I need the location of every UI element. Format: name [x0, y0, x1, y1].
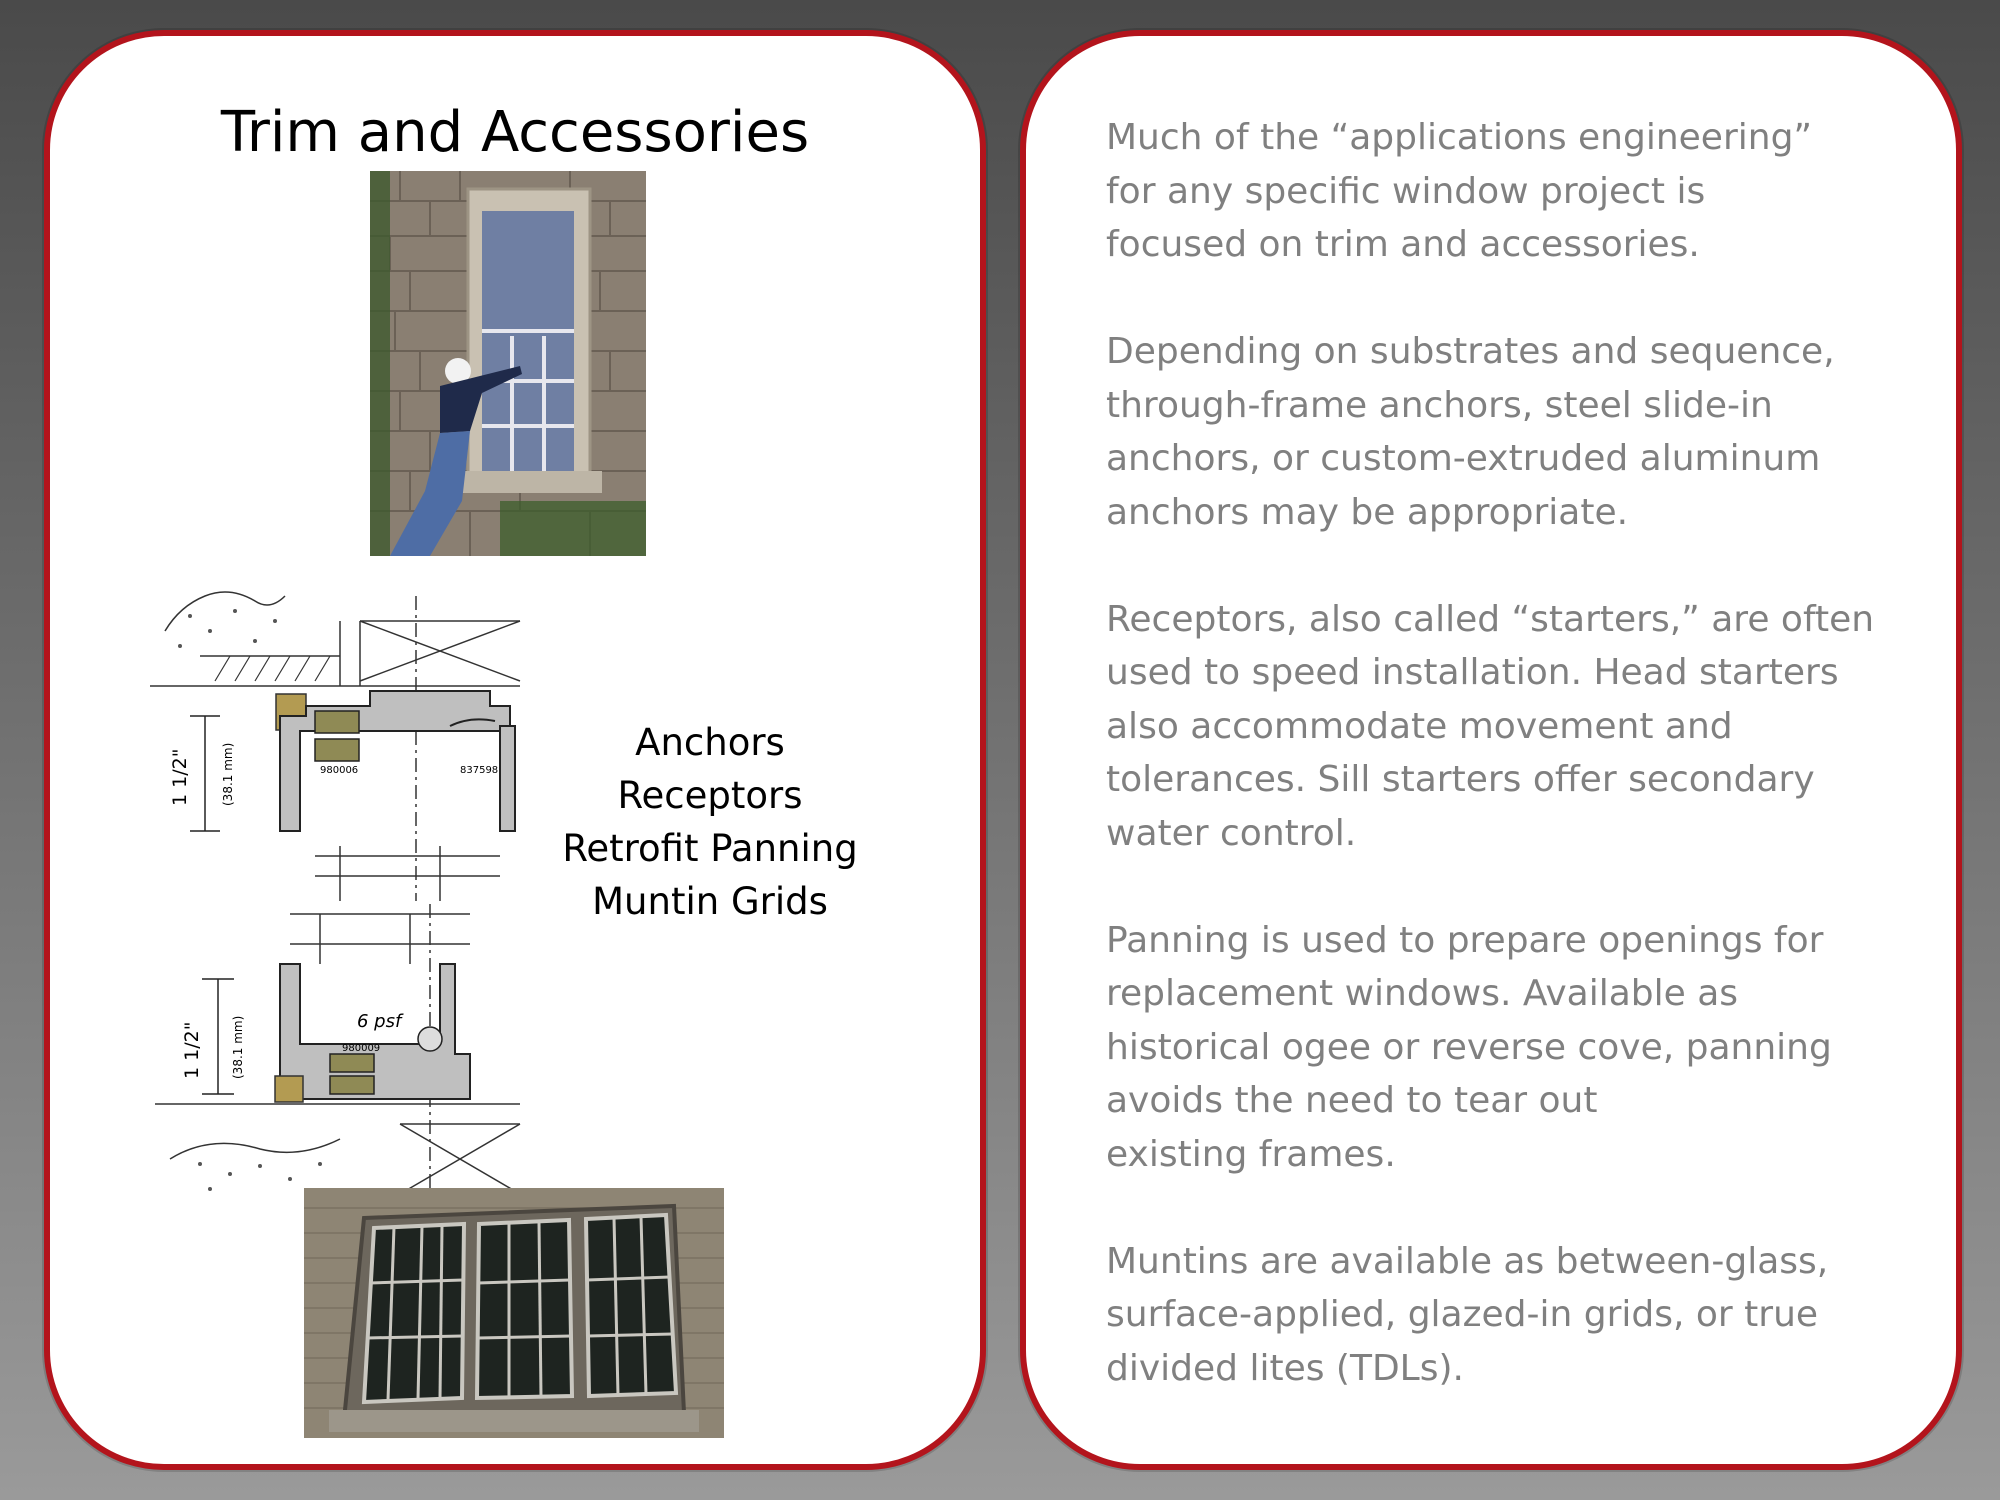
- accessory-item: Muntin Grids: [592, 880, 828, 923]
- head-part-number-right: 837598: [460, 765, 499, 776]
- page-title: Trim and Accessories: [220, 100, 810, 165]
- right-panel: [1020, 30, 1962, 1470]
- sill-dimension-metric: (38.1 mm): [231, 1015, 245, 1079]
- description-text: [1106, 111, 1926, 1449]
- accessory-item: Retrofit Panning: [562, 827, 858, 870]
- head-dimension-metric: (38.1 mm): [221, 742, 235, 806]
- photo-worker-stone-window: [370, 171, 646, 556]
- sill-receptor-detail-drawing: [110, 904, 530, 1204]
- accessory-item: Receptors: [617, 774, 803, 817]
- paragraph-panning: Panning is used to prepare openings for replacement windows. Available as historical ogee or reverse cove, panning avoids the need to tear out existing frames.: [1106, 919, 1832, 1175]
- head-dimension-label: 1 1/2": [169, 748, 191, 806]
- left-panel: [44, 30, 986, 1470]
- paragraph-applications-engineering: Much of the “applications engineering” for any specific window project is focused on trim and accessories.: [1106, 117, 1813, 265]
- accessory-item: Anchors: [635, 721, 785, 764]
- sill-pressure-label: 6 psf: [357, 1011, 402, 1032]
- photo-muntin-windows: [304, 1188, 724, 1438]
- paragraph-muntins: Muntins are available as between-glass, surface-applied, glazed-in grids, or true divided lites (TDLs).: [1106, 1240, 1829, 1389]
- sill-dimension-label: 1 1/2": [181, 1021, 203, 1079]
- paragraph-anchors: Depending on substrates and sequence, through-frame anchors, steel slide-in anchors, or custom-extruded aluminum anchors may be appropriate.: [1106, 331, 1835, 533]
- head-anchor-detail-drawing: [110, 556, 530, 901]
- sill-part-number: 980009: [342, 1043, 381, 1054]
- accessories-list: [530, 716, 890, 928]
- head-part-number-left: 980006: [320, 765, 359, 776]
- paragraph-receptors: Receptors, also called “starters,” are often used to speed installation. Head starters also accommodate movement and tolerances. Sill starters offer secondary water control.: [1106, 598, 1875, 854]
